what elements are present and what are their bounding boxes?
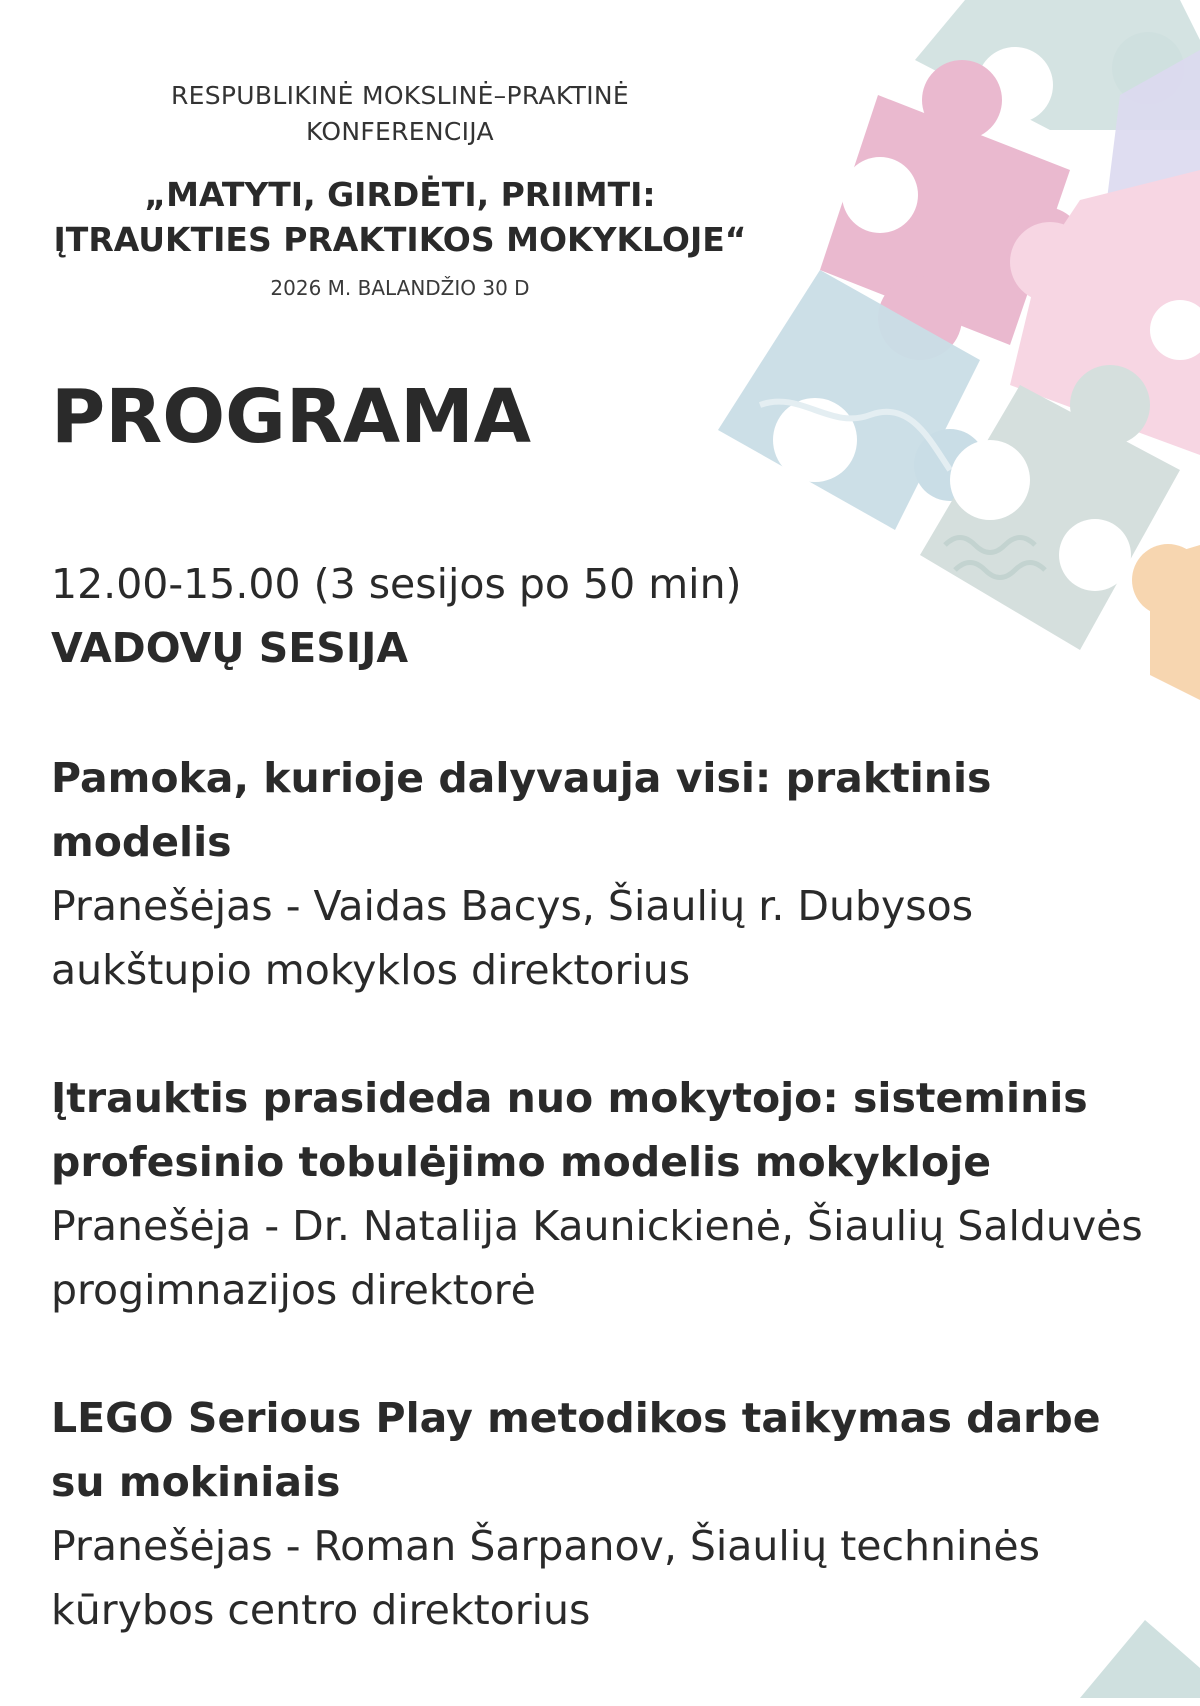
puzzle-piece-pink [820, 60, 1083, 360]
puzzle-piece-lavender [1105, 50, 1200, 230]
talk-item [51, 746, 1161, 1002]
talk-speaker: Pranešėjas - Roman Šarpanov, Šiaulių techninės kūrybos centro direktorius [51, 1522, 1040, 1634]
talk-title: LEGO Serious Play metodikos taikymas darbe su mokiniais [51, 1394, 1101, 1506]
conference-type-line-1: RESPUBLIKINĖ MOKSLINĖ–PRAKTINĖ [170, 81, 629, 110]
talk-title: Įtrauktis prasideda nuo mokytojo: sisteminis profesinio tobulėjimo modelis mokykloje [51, 1074, 1088, 1186]
conference-title-line-1: „MATYTI, GIRDĖTI, PRIIMTI: [144, 175, 656, 214]
puzzle-piece-blue [718, 270, 986, 530]
talk-speaker: Pranešėjas - Vaidas Bacys, Šiaulių r. Dubysos aukštupio mokyklos direktorius [51, 882, 974, 994]
session-time: 12.00-15.00 (3 sesijos po 50 min) [51, 560, 742, 608]
puzzle-piece-lightpink [1010, 170, 1200, 455]
session-info [51, 552, 1151, 680]
conference-type [0, 78, 800, 150]
page-title: PROGRAMA [51, 374, 532, 460]
conference-date: 2026 M. BALANDŽIO 30 D [270, 276, 530, 300]
conference-type-line-2: KONFERENCIJA [306, 117, 494, 146]
talk-item [51, 1066, 1161, 1322]
puzzle-piece-teal-top [915, 0, 1200, 130]
talk-title: Pamoka, kurioje dalyvauja visi: praktinis modelis [51, 754, 992, 866]
talk-speaker: Pranešėja - Dr. Natalija Kaunickienė, Šiaulių Salduvės progimnazijos direktorė [51, 1202, 1143, 1314]
talk-item [51, 1386, 1161, 1642]
conference-title-line-2: ĮTRAUKTIES PRAKTIKOS MOKYKLOJE“ [53, 220, 747, 259]
conference-title [0, 172, 800, 262]
talk-list [51, 746, 1161, 1706]
conference-header [0, 78, 800, 302]
session-name: VADOVŲ SESIJA [51, 624, 409, 672]
